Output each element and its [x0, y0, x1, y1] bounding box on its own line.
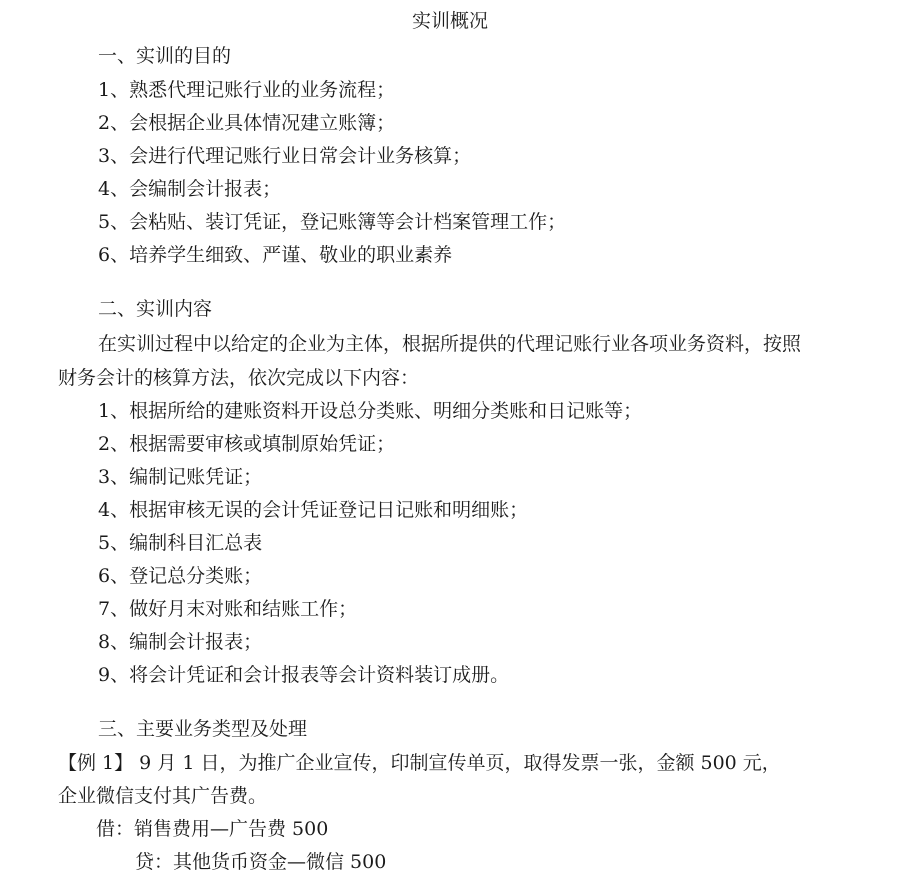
journal-entry-credit: 贷：其他货币资金—微信 500 — [135, 851, 387, 873]
section-heading-objectives: 一、实训的目的 — [98, 45, 232, 67]
list-item: 5、编制科目汇总表 — [98, 532, 263, 554]
list-item: 6、培养学生细致、严谨、敬业的职业素养 — [98, 244, 453, 266]
page-title: 实训概况 — [411, 10, 488, 32]
list-item: 2、会根据企业具体情况建立账簿； — [98, 112, 396, 134]
list-item: 1、熟悉代理记账行业的业务流程； — [98, 79, 396, 101]
section-heading-content: 二、实训内容 — [98, 298, 213, 320]
list-item: 2、根据需要审核或填制原始凭证； — [98, 433, 396, 455]
list-item: 8、编制会计报表； — [98, 631, 263, 653]
list-item: 5、会粘贴、装订凭证，登记账簿等会计档案管理工作； — [98, 211, 567, 233]
list-item: 9、将会计凭证和会计报表等会计资料装订成册。 — [98, 664, 510, 686]
paragraph-line: 在实训过程中以给定的企业为主体，根据所提供的代理记账行业各项业务资料，按照 — [98, 333, 802, 355]
paragraph-line: 财务会计的核算方法，依次完成以下内容： — [58, 367, 420, 389]
list-item: 3、编制记账凭证； — [98, 466, 263, 488]
list-item: 3、会进行代理记账行业日常会计业务核算； — [98, 145, 472, 167]
list-item: 6、登记总分类账； — [98, 565, 263, 587]
list-item: 4、根据审核无误的会计凭证登记日记账和明细账； — [98, 499, 529, 521]
example-line: 【例 1】 9 月 1 日，为推广企业宣传，印制宣传单页，取得发票一张，金额 500 元， — [58, 752, 781, 774]
list-item: 4、会编制会计报表； — [98, 178, 282, 200]
list-item: 1、根据所给的建账资料开设总分类账、明细分类账和日记账等； — [98, 400, 643, 422]
section-heading-business-types: 三、主要业务类型及处理 — [98, 718, 308, 740]
journal-entry-debit: 借：销售费用—广告费 500 — [96, 818, 329, 840]
example-line: 企业微信支付其广告费。 — [58, 785, 268, 807]
list-item: 7、做好月末对账和结账工作； — [98, 598, 358, 620]
